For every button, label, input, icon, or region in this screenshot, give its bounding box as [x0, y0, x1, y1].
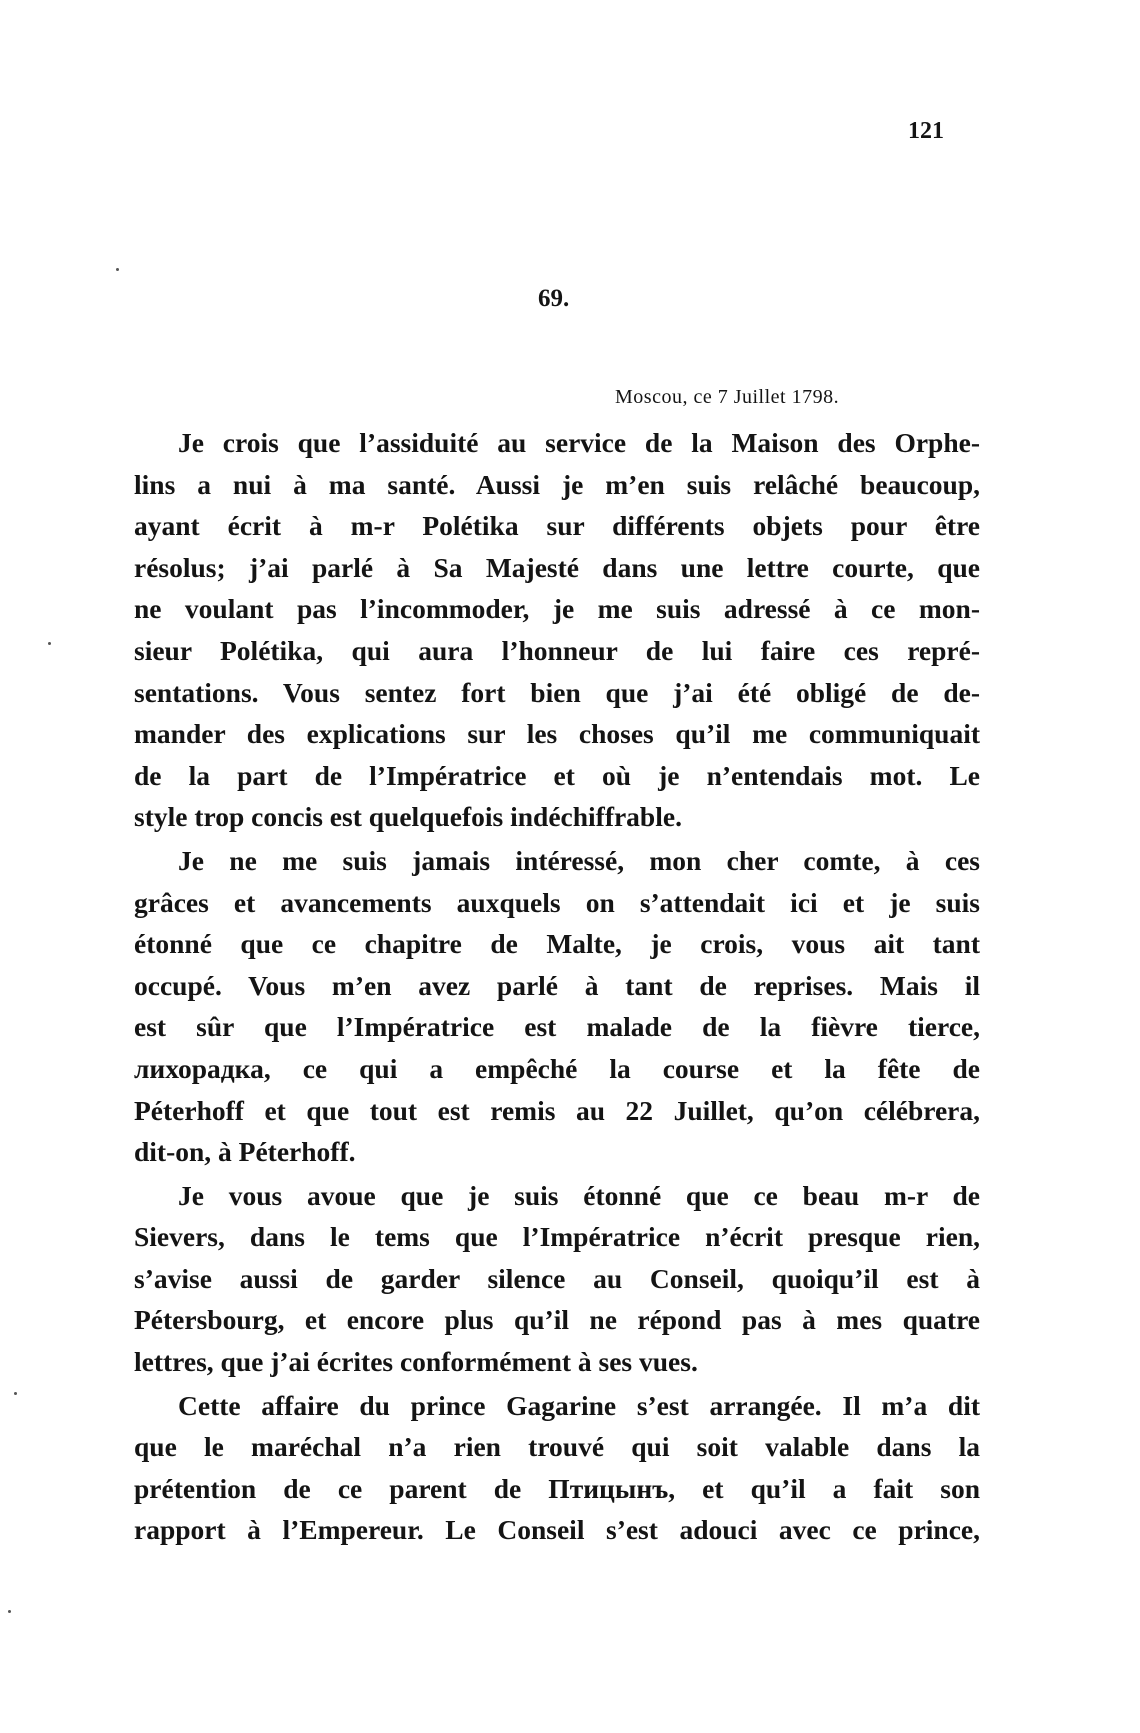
scan-speck: [8, 1610, 11, 1613]
text-line: que le maréchal n’a rien trouvé qui soit valable dans la: [134, 1431, 980, 1463]
text-line: résolus; j’ai parlé à Sa Majesté dans une lettre courte, que: [134, 551, 980, 583]
text-line: лихорадка, ce qui a empêché la course et la fête de: [134, 1052, 980, 1084]
text-line: s’avise aussi de garder silence au Conseil, quoiqu’il est à: [134, 1262, 980, 1294]
text-line: dit-on, à Péterhoff.: [134, 1136, 356, 1168]
text-line: Pétersbourg, et encore plus qu’il ne répond pas à mes quatre: [134, 1304, 980, 1336]
text-line: sieur Polétika, qui aura l’honneur de lui faire ces repré-: [134, 634, 980, 666]
text-line: prétention de ce parent de Птицынъ, et qu’il a fait son: [134, 1472, 980, 1504]
text-line: Péterhoff et que tout est remis au 22 Juillet, qu’on célébrera,: [134, 1094, 980, 1126]
text-line: Je vous avoue que je suis étonné que ce beau m-r de: [178, 1179, 980, 1211]
text-line: rapport à l’Empereur. Le Conseil s’est adouci avec ce prince,: [134, 1514, 980, 1546]
letter-body: [134, 422, 980, 1551]
text-line: est sûr que l’Impératrice est malade de la fièvre tierce,: [134, 1011, 980, 1043]
text-line: Je ne me suis jamais intéressé, mon cher comte, à ces: [178, 844, 980, 876]
paragraph: [134, 1385, 980, 1551]
letter-number: 69.: [538, 285, 570, 312]
scan-speck: [116, 268, 119, 271]
text-line: Sievers, dans le tems que l’Impératrice n’écrit presque rien,: [134, 1221, 980, 1253]
text-line: de la part de l’Impératrice et où je n’entendais mot. Le: [134, 759, 980, 791]
text-line: occupé. Vous m’en avez parlé à tant de reprises. Mais il: [134, 969, 980, 1001]
dateline: Moscou, ce 7 Juillet 1798.: [615, 386, 840, 408]
paragraph: [134, 422, 980, 838]
text-line: style trop concis est quelquefois indéchiffrable.: [134, 801, 682, 833]
scan-speck: [14, 1392, 17, 1395]
text-line: Cette affaire du prince Gagarine s’est arrangée. Il m’a dit: [178, 1389, 980, 1421]
text-line: Je crois que l’assiduité au service de la Maison des Orphe-: [178, 427, 980, 458]
text-line: lins a nui à ma santé. Aussi je m’en suis relâché beaucoup,: [134, 468, 980, 500]
text-line: lettres, que j’ai écrites conformément à ses vues.: [134, 1346, 698, 1378]
text-line: étonné que ce chapitre de Malte, je crois, vous ait tant: [134, 928, 980, 960]
text-line: mander des explications sur les choses qu’il me communiquait: [134, 718, 980, 750]
text-line: ne voulant pas l’incommoder, je me suis adressé à ce mon-: [134, 593, 980, 625]
text-line: ayant écrit à m-r Polétika sur différents objets pour être: [134, 510, 980, 542]
paragraph: [134, 1175, 980, 1383]
text-line: sentations. Vous sentez fort bien que j’ai été obligé de de-: [134, 676, 980, 708]
text-line: grâces et avancements auxquels on s’attendait ici et je suis: [134, 886, 980, 918]
page-number: 121: [908, 118, 944, 144]
scan-speck: [48, 642, 51, 645]
paragraph: [134, 840, 980, 1173]
